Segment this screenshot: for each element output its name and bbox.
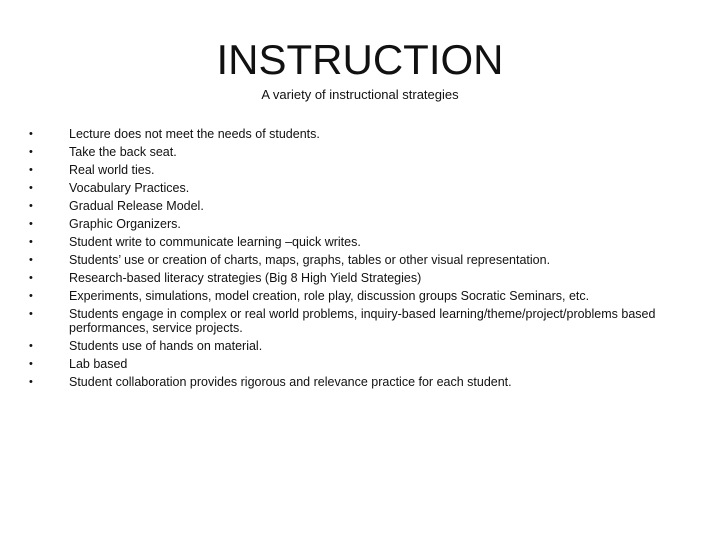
bullet-text: Student collaboration provides rigorous and relevance practice for each student. [69, 375, 512, 389]
list-item [0, 269, 720, 287]
bullet-text: Real world ties. [69, 163, 155, 177]
list-item [0, 373, 720, 391]
bullet-dot-icon: • [29, 218, 33, 230]
bullet-text: Lecture does not meet the needs of students. [69, 127, 320, 141]
slide-title: INSTRUCTION [216, 36, 504, 83]
bullet-dot-icon: • [29, 308, 33, 320]
bullet-dot-icon: • [29, 272, 33, 284]
list-item [0, 179, 720, 197]
bullet-text: Lab based [69, 357, 128, 371]
bullet-text: Students use of hands on material. [69, 339, 263, 353]
list-item [0, 233, 720, 251]
bullet-dot-icon: • [29, 254, 33, 266]
list-item [0, 251, 720, 269]
list-item [0, 305, 720, 337]
bullet-text: Students’ use or creation of charts, maps, graphs, tables or other visual representation. [69, 253, 551, 267]
bullet-text: Graphic Organizers. [69, 217, 181, 231]
list-item [0, 215, 720, 233]
list-item [0, 355, 720, 373]
bullet-dot-icon: • [29, 236, 33, 248]
bullet-dot-icon: • [29, 340, 33, 352]
bullet-dot-icon: • [29, 128, 33, 140]
bullet-text: Research-based literacy strategies (Big 8 High Yield Strategies) [69, 271, 422, 285]
bullet-text: Gradual Release Model. [69, 199, 204, 213]
bullet-text: Student write to communicate learning –quick writes. [69, 235, 361, 249]
bullet-list [0, 125, 720, 391]
bullet-dot-icon: • [29, 376, 33, 388]
bullet-text: Take the back seat. [69, 145, 177, 159]
slide-subtitle: A variety of instructional strategies [261, 87, 459, 102]
list-item [0, 125, 720, 143]
list-item [0, 197, 720, 215]
bullet-dot-icon: • [29, 358, 33, 370]
bullet-dot-icon: • [29, 146, 33, 158]
bullet-dot-icon: • [29, 164, 33, 176]
list-item [0, 143, 720, 161]
bullet-text: Students engage in complex or real world problems, inquiry-based learning/theme/project/problems based performances, service projects. [69, 307, 656, 335]
list-item [0, 161, 720, 179]
list-item [0, 337, 720, 355]
bullet-text: Vocabulary Practices. [69, 181, 190, 195]
bullet-text: Experiments, simulations, model creation, role play, discussion groups Socratic Seminars, etc. [69, 289, 590, 303]
list-item [0, 287, 720, 305]
bullet-dot-icon: • [29, 200, 33, 212]
bullet-dot-icon: • [29, 182, 33, 194]
bullet-dot-icon: • [29, 290, 33, 302]
